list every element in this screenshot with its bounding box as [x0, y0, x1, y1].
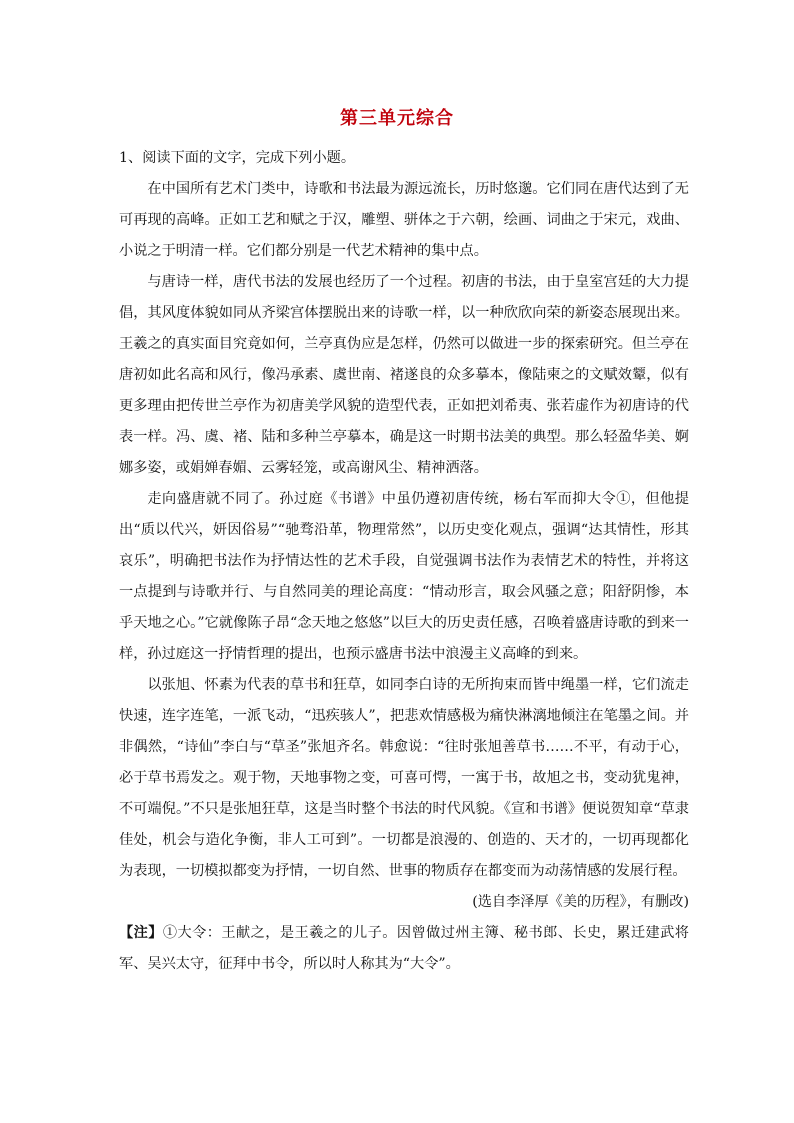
- question-prompt: 1、阅读下面的文字，完成下列小题。: [119, 150, 356, 166]
- footnote-text: ①大令：王献之，是王羲之的儿子。因曾做过州主簿、秘书郎、长史，累迁建武将军、吴兴太守，征拜中书令，所以时人称其为“大令”。: [119, 925, 689, 972]
- footnote: [119, 918, 689, 980]
- paragraph-3: 走向盛唐就不同了。孙过庭《书谱》中虽仍遵初唐传统，杨右军而抑大令①，但他提出“质以代兴，妍因俗易”“驰骛沿革，物理常然”，以历史变化观点，强调“达其情性，形其哀乐”，明确把书法作为抒情达性的艺术手段，自觉强调书法作为表情艺术的特性，并将这一点提到与诗歌并行、与自然同美的理论高度：“情动形言，取会风骚之意；阳舒阴惨，本乎天地之心。”它就像陈子昂“念天地之悠悠”以巨大的历史责任感，召唤着盛唐诗歌的到来一样，孙过庭这一抒情哲理的提出，也预示盛唐书法中浪漫主义高峰的到来。: [119, 491, 689, 662]
- paragraph-1: 在中国所有艺术门类中，诗歌和书法最为源远流长，历时悠邈。它们同在唐代达到了无可再现的高峰。正如工艺和赋之于汉，雕塑、骈体之于六朝，绘画、词曲之于宋元，戏曲、小说之于明清一样。它们都分别是一代艺术精神的集中点。: [119, 181, 689, 259]
- reading-passage: [119, 143, 689, 980]
- source-citation: (选自李泽厚《美的历程》，有删改): [472, 894, 689, 910]
- footnote-label: 【注】: [119, 925, 163, 941]
- paragraph-4: 以张旭、怀素为代表的草书和狂草，如同李白诗的无所拘束而皆中绳墨一样，它们流走快速，连字连笔，一派飞动，“迅疾骇人”，把悲欢情感极为痛快淋漓地倾注在笔墨之间。并非偶然，“诗仙”李白与“草圣”张旭齐名。韩愈说：“往时张旭善草书……不平，有动于心，必于草书焉发之。观于物，天地事物之变，可喜可愕，一寓于书，故旭之书，变动犹鬼神，不可端倪。”不只是张旭狂草，这是当时整个书法的时代风貌。《宣和书谱》便说贺知章“草隶佳处，机会与造化争衡，非人工可到”。一切都是浪漫的、创造的、天才的，一切再现都化为表现，一切模拟都变为抒情，一切自然、世事的物质存在都变而为动荡情感的发展行程。: [119, 677, 689, 879]
- paragraph-2: 与唐诗一样，唐代书法的发展也经历了一个过程。初唐的书法，由于皇室宫廷的大力提倡，其风度体貌如同从齐梁宫体摆脱出来的诗歌一样，以一种欣欣向荣的新姿态展现出来。王羲之的真实面目究竟如何，兰亭真伪应是怎样，仍然可以做进一步的探索研究。但兰亭在唐初如此名高和风行，像冯承素、虞世南、褚遂良的众多摹本，像陆柬之的文赋效颦，似有更多理由把传世兰亭作为初唐美学风貌的造型代表，正如把刘希夷、张若虚作为初唐诗的代表一样。冯、虞、褚、陆和多种兰亭摹本，确是这一时期书法美的典型。那么轻盈华美、婀娜多姿，或娟婵春媚、云雾轻笼，或高谢风尘、精神洒落。: [119, 274, 689, 476]
- page-title: 第三单元综合: [340, 108, 454, 129]
